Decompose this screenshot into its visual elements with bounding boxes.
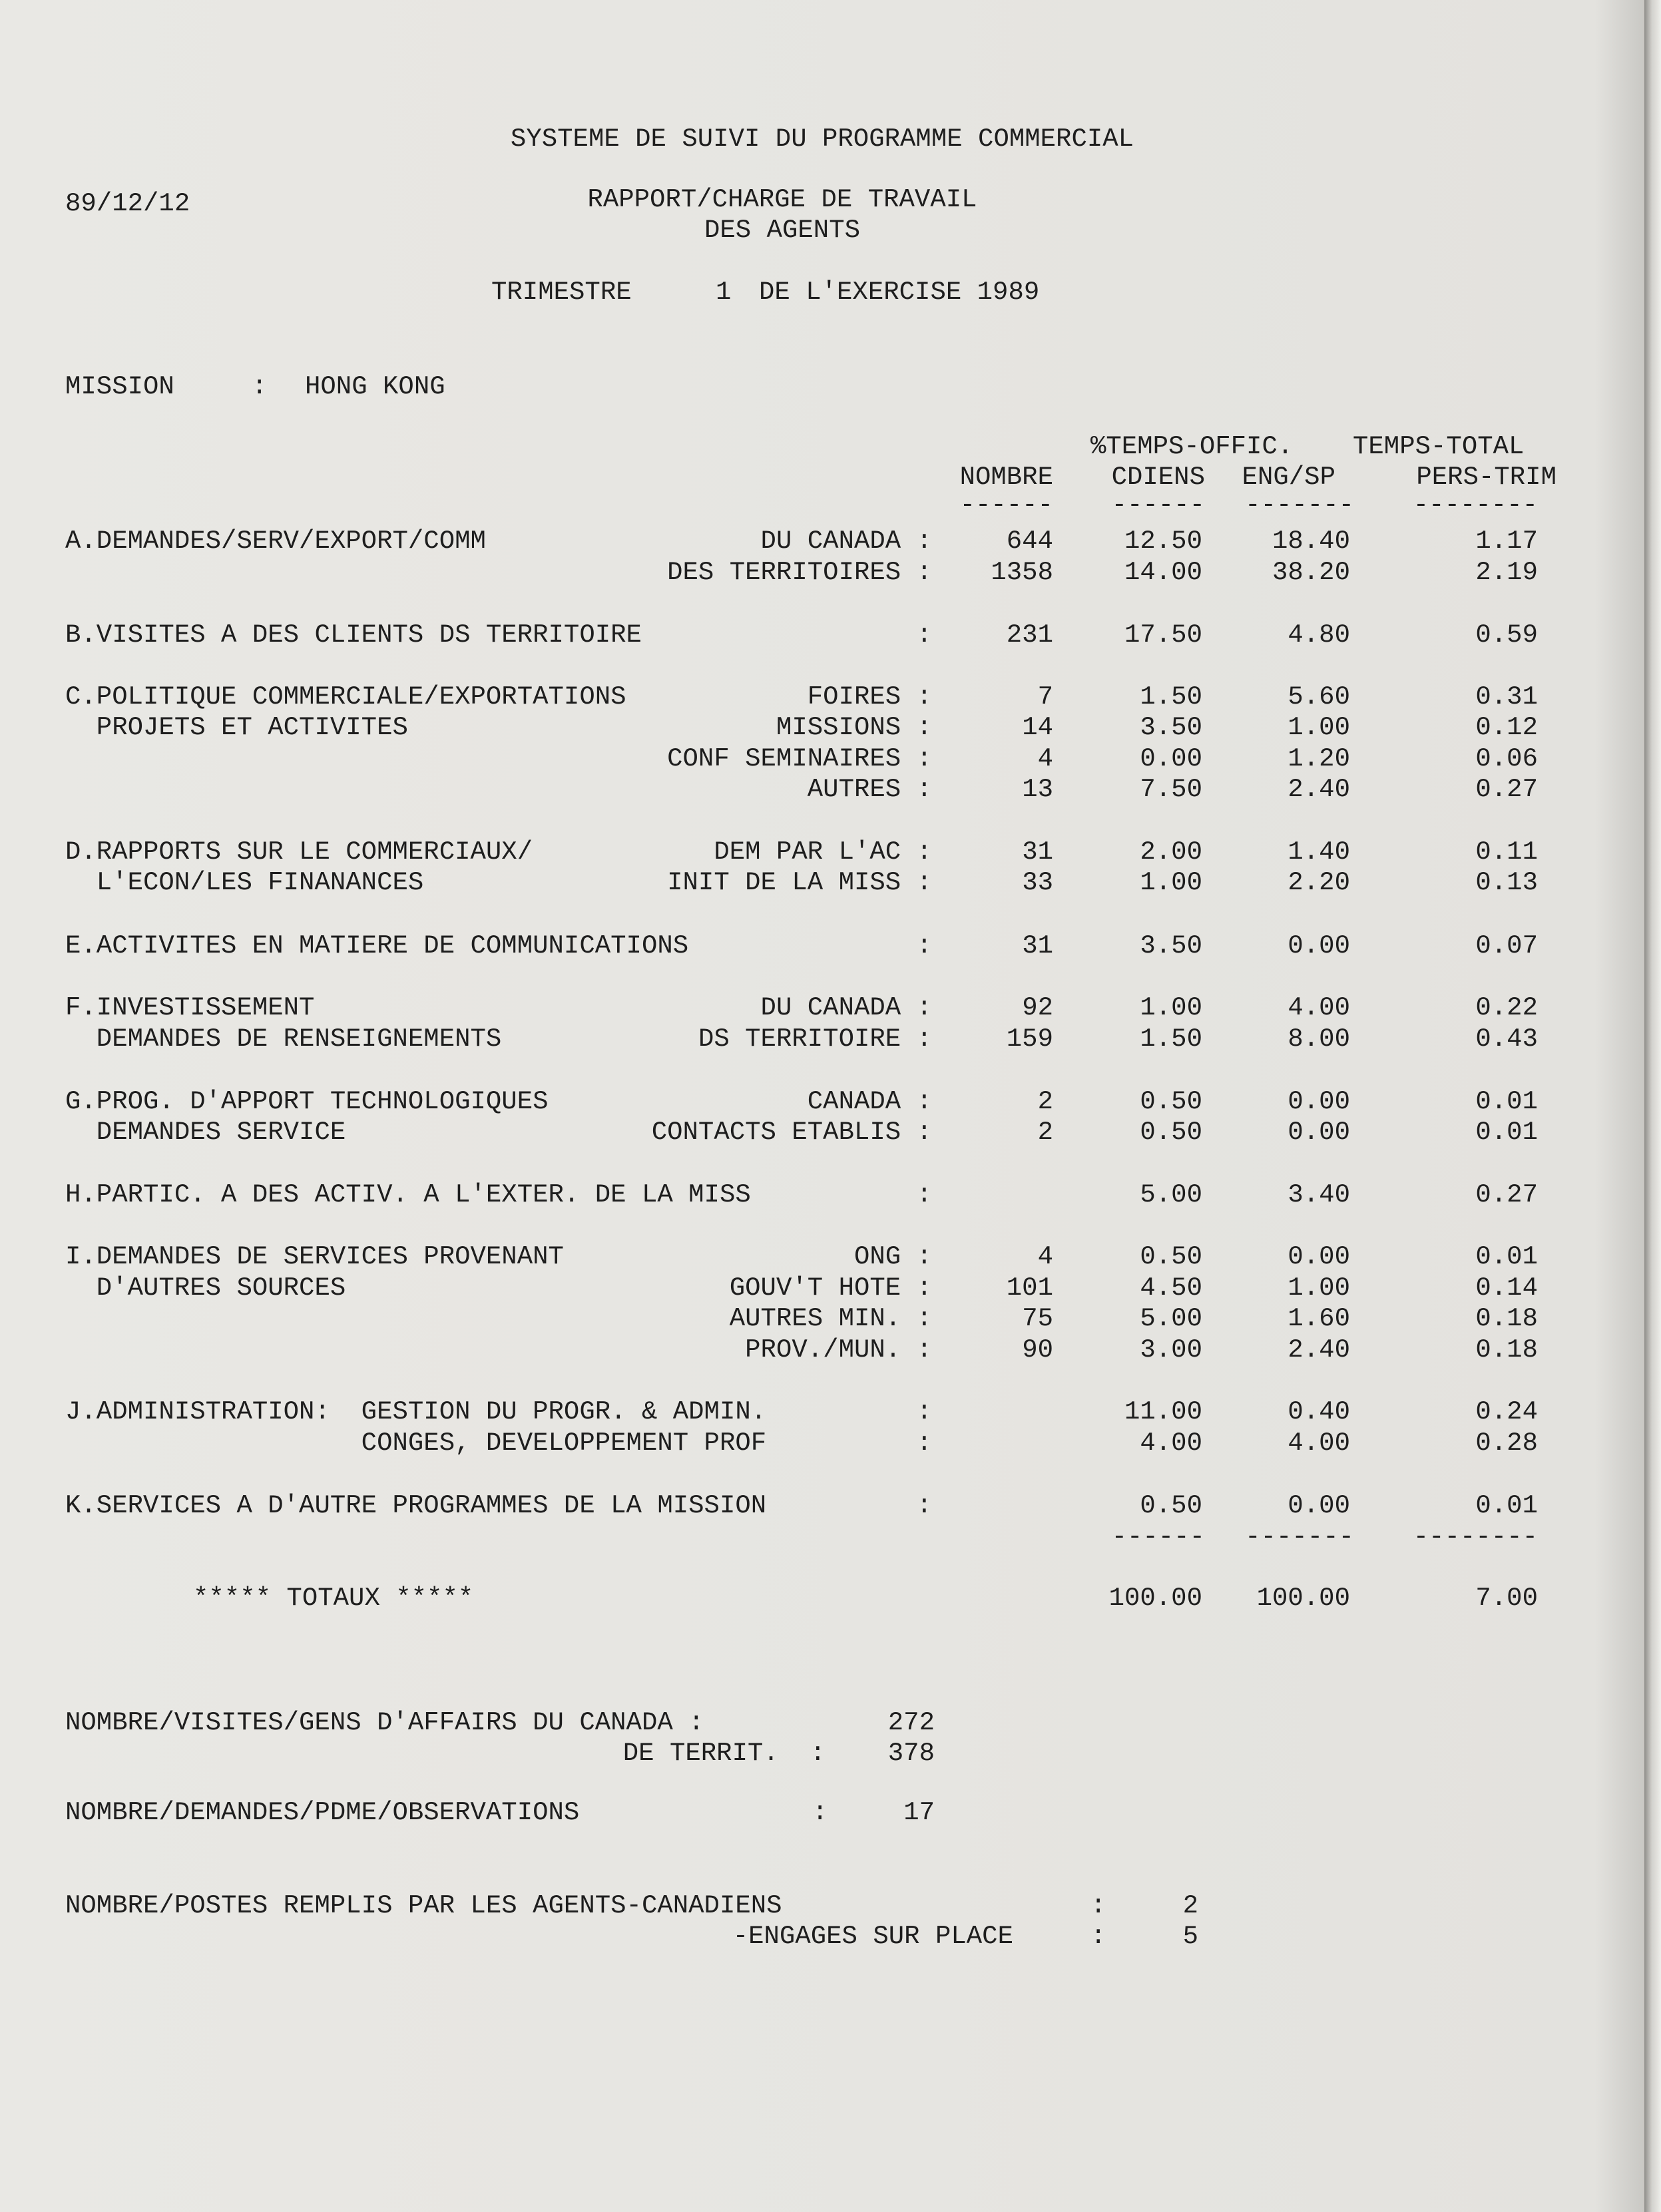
row-pct-cdiens: 1.50 [1140, 682, 1202, 712]
row-total-perstrim: 0.01 [1475, 1242, 1538, 1271]
postes-canadiens-separator: : [1090, 1891, 1106, 1920]
row-nombre: 4 [1037, 744, 1053, 774]
row-pct-cdiens: 5.00 [1140, 1180, 1202, 1210]
totals-cdiens-underline: ------ [1111, 1522, 1205, 1552]
postes-canadiens-value: 2 [1182, 1891, 1198, 1920]
row-subcategory: INIT DE LA MISS : [667, 868, 932, 897]
row-subcategory: DU CANADA : [760, 993, 932, 1022]
mission-label: MISSION [65, 372, 174, 401]
quarter-label: TRIMESTRE [491, 278, 632, 307]
postes-canadiens-label: NOMBRE/POSTES REMPLIS PAR LES AGENTS-CANADIENS [65, 1891, 782, 1920]
postes-engages-label: -ENGAGES SUR PLACE [732, 1922, 1013, 1951]
col-perstrim-header: PERS-TRIM [1416, 463, 1556, 492]
quarter-suffix: DE L'EXERCISE 1989 [759, 278, 1040, 307]
row-subcategory: AUTRES MIN. : [729, 1304, 932, 1333]
row-subcategory: PROV./MUN. : [745, 1335, 932, 1365]
row-total-perstrim: 0.18 [1475, 1335, 1538, 1365]
row-pct-engsp: 8.00 [1288, 1024, 1350, 1054]
row-total-perstrim: 0.18 [1475, 1304, 1538, 1333]
row-nombre: 13 [1022, 775, 1053, 804]
row-total-perstrim: 0.01 [1475, 1491, 1538, 1520]
row-pct-cdiens: 14.00 [1124, 558, 1202, 587]
page-edge-shadow [1644, 0, 1661, 2212]
row-pct-engsp: 1.00 [1288, 1273, 1350, 1303]
visites-territ-label: DE TERRIT. : [622, 1739, 826, 1768]
col-engsp-header: ENG/SP [1242, 463, 1335, 492]
row-pct-engsp: 3.40 [1288, 1180, 1350, 1210]
row-category: A.DEMANDES/SERV/EXPORT/COMM [65, 527, 486, 556]
row-pct-engsp: 0.00 [1288, 1242, 1350, 1271]
totals-engsp: 100.00 [1256, 1584, 1350, 1613]
row-nombre: 1358 [991, 558, 1053, 587]
visites-territ-value: 378 [887, 1739, 935, 1768]
row-pct-cdiens: 0.50 [1140, 1491, 1202, 1520]
row-subcategory: MISSIONS : [776, 713, 932, 742]
row-total-perstrim: 0.43 [1475, 1024, 1538, 1054]
row-pct-engsp: 4.00 [1288, 993, 1350, 1022]
row-subcategory: : [916, 1429, 932, 1458]
col-group-pct-header: %TEMPS-OFFIC. [1090, 432, 1294, 461]
row-pct-engsp: 4.00 [1288, 1429, 1350, 1458]
row-pct-engsp: 0.00 [1288, 1118, 1350, 1147]
row-subcategory: AUTRES : [807, 775, 932, 804]
row-subcategory: DES TERRITOIRES : [667, 558, 932, 587]
row-total-perstrim: 2.19 [1475, 558, 1538, 587]
row-subcategory: CONTACTS ETABLIS : [651, 1118, 932, 1147]
row-pct-cdiens: 7.50 [1140, 775, 1202, 804]
row-nombre: 75 [1022, 1304, 1053, 1333]
row-nombre: 90 [1022, 1335, 1053, 1365]
row-total-perstrim: 0.59 [1475, 620, 1538, 650]
row-subcategory: DU CANADA : [760, 527, 932, 556]
row-pct-engsp: 38.20 [1272, 558, 1350, 587]
row-category: DEMANDES DE RENSEIGNEMENTS [65, 1024, 502, 1054]
totals-perstrim-underline: -------- [1413, 1522, 1538, 1552]
row-pct-engsp: 1.60 [1288, 1304, 1350, 1333]
row-nombre: 644 [1006, 527, 1053, 556]
row-pct-engsp: 2.20 [1288, 868, 1350, 897]
row-pct-cdiens: 1.00 [1140, 868, 1202, 897]
row-total-perstrim: 0.14 [1475, 1273, 1538, 1303]
row-pct-cdiens: 0.50 [1140, 1087, 1202, 1116]
col-group-total-header: TEMPS-TOTAL [1353, 432, 1525, 461]
demandes-value: 17 [903, 1798, 935, 1827]
row-total-perstrim: 0.07 [1475, 931, 1538, 961]
row-pct-cdiens: 2.00 [1140, 837, 1202, 867]
row-pct-engsp: 2.40 [1288, 1335, 1350, 1365]
quarter-number: 1 [716, 278, 732, 307]
row-pct-engsp: 5.60 [1288, 682, 1350, 712]
row-category: D.RAPPORTS SUR LE COMMERCIAUX/ [65, 837, 533, 867]
row-total-perstrim: 0.01 [1475, 1118, 1538, 1147]
row-pct-cdiens: 4.00 [1140, 1429, 1202, 1458]
row-nombre: 2 [1037, 1087, 1053, 1116]
row-pct-engsp: 18.40 [1272, 527, 1350, 556]
col-nombre-underline: ------ [959, 491, 1053, 520]
row-pct-engsp: 0.00 [1288, 1087, 1350, 1116]
row-nombre: 92 [1022, 993, 1053, 1022]
row-pct-engsp: 0.00 [1288, 1491, 1350, 1520]
row-nombre: 2 [1037, 1118, 1053, 1147]
row-pct-cdiens: 3.50 [1140, 713, 1202, 742]
row-pct-cdiens: 3.00 [1140, 1335, 1202, 1365]
report-title-line-2: DES AGENTS [704, 216, 861, 245]
row-category: I.DEMANDES DE SERVICES PROVENANT [65, 1242, 564, 1271]
row-pct-cdiens: 4.50 [1140, 1273, 1202, 1303]
totals-cdiens: 100.00 [1108, 1584, 1202, 1613]
row-subcategory: CONF SEMINAIRES : [667, 744, 932, 774]
col-nombre-header: NOMBRE [959, 463, 1053, 492]
row-category: H.PARTIC. A DES ACTIV. A L'EXTER. DE LA MISS [65, 1180, 751, 1210]
row-category: CONGES, DEVELOPPEMENT PROF [65, 1429, 767, 1458]
row-pct-cdiens: 5.00 [1140, 1304, 1202, 1333]
row-pct-cdiens: 0.50 [1140, 1118, 1202, 1147]
visites-canada-value: 272 [887, 1708, 935, 1737]
visites-canada-label: NOMBRE/VISITES/GENS D'AFFAIRS DU CANADA : [65, 1708, 704, 1737]
row-pct-cdiens: 1.00 [1140, 993, 1202, 1022]
row-total-perstrim: 0.24 [1475, 1397, 1538, 1427]
row-subcategory: DEM PAR L'AC : [714, 837, 932, 867]
row-nombre: 231 [1006, 620, 1053, 650]
demandes-separator: : [812, 1798, 828, 1827]
row-total-perstrim: 0.06 [1475, 744, 1538, 774]
row-category: DEMANDES SERVICE [65, 1118, 346, 1147]
totals-engsp-underline: ------- [1245, 1522, 1354, 1552]
row-pct-engsp: 0.40 [1288, 1397, 1350, 1427]
row-category: G.PROG. D'APPORT TECHNOLOGIQUES [65, 1087, 549, 1116]
row-nombre: 31 [1022, 837, 1053, 867]
row-subcategory: GOUV'T HOTE : [729, 1273, 932, 1303]
row-pct-engsp: 1.40 [1288, 837, 1350, 867]
row-pct-cdiens: 1.50 [1140, 1024, 1202, 1054]
totals-perstrim: 7.00 [1475, 1584, 1538, 1613]
postes-engages-separator: : [1090, 1922, 1106, 1951]
row-subcategory: CANADA : [807, 1087, 932, 1116]
row-pct-engsp: 1.00 [1288, 713, 1350, 742]
row-pct-cdiens: 0.00 [1140, 744, 1202, 774]
row-nombre: 159 [1006, 1024, 1053, 1054]
row-subcategory: : [916, 931, 932, 961]
row-category: F.INVESTISSEMENT [65, 993, 315, 1022]
row-category: C.POLITIQUE COMMERCIALE/EXPORTATIONS [65, 682, 626, 712]
row-subcategory: ONG : [853, 1242, 932, 1271]
row-total-perstrim: 0.31 [1475, 682, 1538, 712]
col-perstrim-underline: -------- [1413, 491, 1538, 520]
row-subcategory: : [916, 1491, 932, 1520]
col-cdiens-header: CDIENS [1111, 463, 1205, 492]
row-subcategory: : [916, 620, 932, 650]
row-nombre: 101 [1006, 1273, 1053, 1303]
row-total-perstrim: 1.17 [1475, 527, 1538, 556]
row-pct-engsp: 1.20 [1288, 744, 1350, 774]
row-nombre: 33 [1022, 868, 1053, 897]
row-total-perstrim: 0.22 [1475, 993, 1538, 1022]
row-pct-engsp: 4.80 [1288, 620, 1350, 650]
row-total-perstrim: 0.01 [1475, 1087, 1538, 1116]
system-title: SYSTEME DE SUIVI DU PROGRAMME COMMERCIAL [510, 124, 1134, 154]
mission-separator: : [252, 372, 268, 401]
row-total-perstrim: 0.12 [1475, 713, 1538, 742]
row-pct-engsp: 0.00 [1288, 931, 1350, 961]
row-category: D'AUTRES SOURCES [65, 1273, 346, 1303]
row-total-perstrim: 0.13 [1475, 868, 1538, 897]
row-nombre: 7 [1037, 682, 1053, 712]
col-cdiens-underline: ------ [1111, 491, 1205, 520]
totals-label: ***** TOTAUX ***** [193, 1584, 474, 1613]
row-category: J.ADMINISTRATION: GESTION DU PROGR. & ADMIN. [65, 1397, 767, 1427]
row-category: L'ECON/LES FINANANCES [65, 868, 424, 897]
row-category: K.SERVICES A D'AUTRE PROGRAMMES DE LA MISSION [65, 1491, 767, 1520]
row-pct-cdiens: 17.50 [1124, 620, 1202, 650]
report-title-line-1: RAPPORT/CHARGE DE TRAVAIL [587, 185, 977, 214]
row-subcategory: FOIRES : [807, 682, 932, 712]
row-nombre: 4 [1037, 1242, 1053, 1271]
row-pct-cdiens: 11.00 [1124, 1397, 1202, 1427]
postes-engages-value: 5 [1182, 1922, 1198, 1951]
row-pct-engsp: 2.40 [1288, 775, 1350, 804]
row-total-perstrim: 0.27 [1475, 1180, 1538, 1210]
col-engsp-underline: ------- [1245, 491, 1354, 520]
row-subcategory: DS TERRITOIRE : [698, 1024, 932, 1054]
row-subcategory: : [916, 1180, 932, 1210]
row-category: E.ACTIVITES EN MATIERE DE COMMUNICATIONS [65, 931, 689, 961]
report-date: 89/12/12 [65, 189, 190, 218]
row-category: PROJETS ET ACTIVITES [65, 713, 408, 742]
row-pct-cdiens: 3.50 [1140, 931, 1202, 961]
demandes-label: NOMBRE/DEMANDES/PDME/OBSERVATIONS [65, 1798, 580, 1827]
row-pct-cdiens: 0.50 [1140, 1242, 1202, 1271]
mission-value: HONG KONG [305, 372, 445, 401]
row-subcategory: : [916, 1397, 932, 1427]
row-total-perstrim: 0.27 [1475, 775, 1538, 804]
row-nombre: 31 [1022, 931, 1053, 961]
row-pct-cdiens: 12.50 [1124, 527, 1202, 556]
row-nombre: 14 [1022, 713, 1053, 742]
row-total-perstrim: 0.11 [1475, 837, 1538, 867]
row-category: B.VISITES A DES CLIENTS DS TERRITOIRE [65, 620, 642, 650]
row-total-perstrim: 0.28 [1475, 1429, 1538, 1458]
